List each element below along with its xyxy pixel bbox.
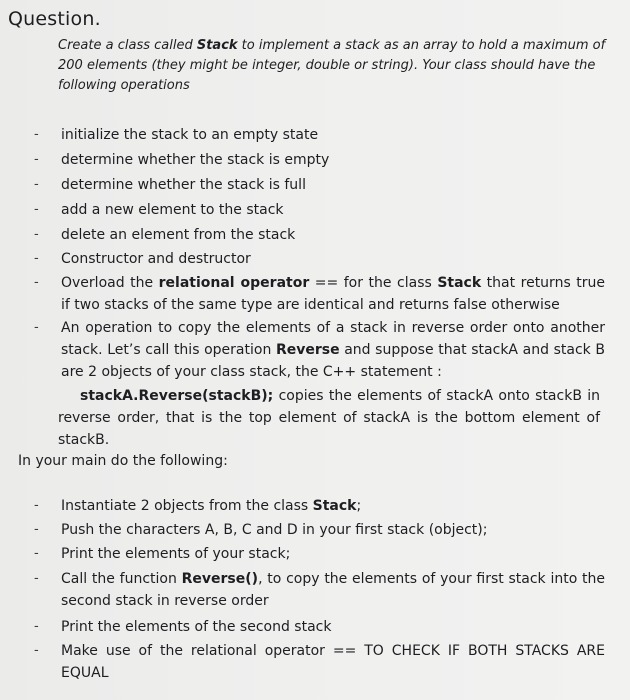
operation-text: delete an element from the stack <box>61 227 296 243</box>
operation-bold-term: Stack <box>437 275 482 291</box>
operation-text: Constructor and destructor <box>61 251 251 267</box>
task-text: , to copy the elements of your first stack into the second stack in reverse order <box>61 571 606 609</box>
task-text: Print the elements of the second stack <box>61 619 332 635</box>
bullet-dash: - <box>34 619 39 634</box>
reverse-statement <box>58 385 600 451</box>
operation-text: An operation to copy the elements of a stack in reverse order onto another stack. Let’s call this operation <box>61 320 605 358</box>
task-text: Instantiate 2 objects from the class <box>61 498 313 514</box>
bullet-dash: - <box>34 202 39 217</box>
operation-text: add a new element to the stack <box>61 202 284 218</box>
task-text: Push the characters A, B, C and D in your first stack (object); <box>61 522 488 538</box>
bullet-dash: - <box>34 320 39 335</box>
bullet-dash: - <box>34 643 39 658</box>
task-text: ; <box>356 498 362 514</box>
operation-item <box>0 149 605 174</box>
task-bold-term: Stack <box>312 498 357 514</box>
operation-bold-term: Reverse <box>275 342 340 358</box>
task-text: Call the function <box>61 571 182 587</box>
bullet-dash: - <box>34 251 39 266</box>
operation-item <box>0 174 605 199</box>
operation-item <box>0 199 605 224</box>
code-description: copies the elements of stackA onto stackB in reverse order, that is the top element of stackA is the bottom element of stackB. <box>58 388 600 448</box>
bullet-dash: - <box>34 522 39 537</box>
main-task-item <box>0 495 605 519</box>
intro-text-start: Create a class called <box>58 38 197 53</box>
intro-class-name: Stack <box>196 38 238 53</box>
question-heading: Question. <box>8 8 101 30</box>
task-bold-term: Reverse() <box>181 571 259 587</box>
operation-text: and suppose that stackA and stack B are 2 objects of your class stack, the C++ statement : <box>61 342 605 380</box>
operation-text: determine whether the stack is empty <box>61 152 330 168</box>
bullet-dash: - <box>34 227 39 242</box>
main-tasks-list <box>0 495 630 684</box>
task-text: Make use of the relational operator == TO CHECK IF BOTH STACKS ARE EQUAL <box>61 643 605 681</box>
operation-item-overload <box>0 272 605 317</box>
main-task-item <box>0 640 605 684</box>
main-task-item <box>0 519 605 543</box>
main-heading: In your main do the following: <box>18 453 228 469</box>
main-task-item <box>0 568 605 616</box>
operation-text: determine whether the stack is full <box>61 177 306 193</box>
main-task-item <box>0 616 605 640</box>
main-task-item <box>0 543 605 568</box>
operation-text: that returns true if two stacks of the same type are identical and returns false otherwise <box>61 275 605 313</box>
bullet-dash: - <box>34 177 39 192</box>
bullet-dash: - <box>34 498 39 513</box>
bullet-dash: - <box>34 571 39 586</box>
operation-bold-term: relational operator <box>158 275 310 291</box>
task-text: Print the elements of your stack; <box>61 546 291 562</box>
operation-text: Overload the <box>61 275 159 291</box>
bullet-dash: - <box>34 275 39 290</box>
intro-text-end: to implement a stack as an array to hold a maximum of 200 elements (they might be integer, double or string). Your class should have the following operations <box>58 38 606 93</box>
intro-paragraph <box>58 36 614 96</box>
operation-item <box>0 124 605 149</box>
bullet-dash: - <box>34 152 39 167</box>
operation-item-reverse <box>0 317 605 383</box>
bullet-dash: - <box>34 127 39 142</box>
operation-item <box>0 224 605 248</box>
operation-item <box>0 248 605 272</box>
code-snippet: stackA.Reverse(stackB); <box>80 388 274 404</box>
operation-text: == for the class <box>309 275 438 291</box>
bullet-dash: - <box>34 546 39 561</box>
operation-text: initialize the stack to an empty state <box>61 127 319 143</box>
operations-list <box>0 124 630 383</box>
